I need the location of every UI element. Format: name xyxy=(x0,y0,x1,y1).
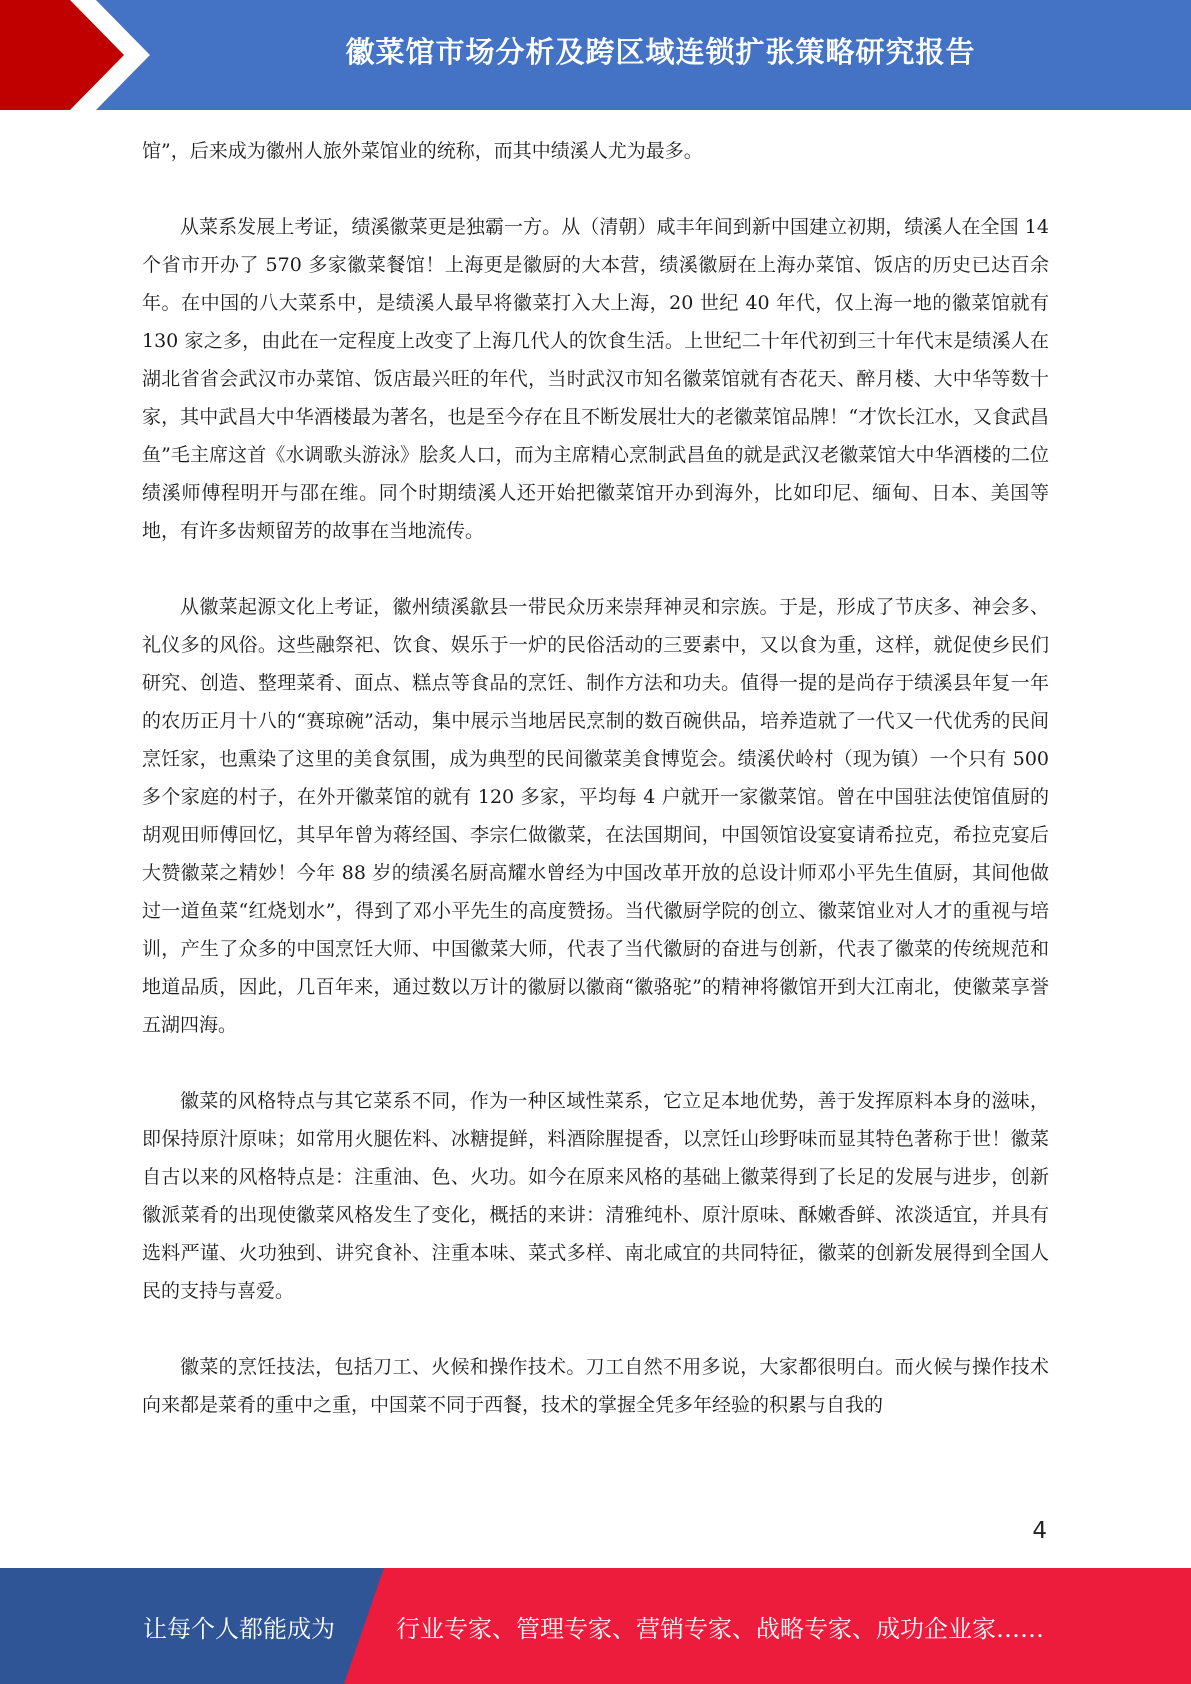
page-number: 4 xyxy=(1032,1518,1047,1544)
paragraph: 徽菜的风格特点与其它菜系不同，作为一种区域性菜系，它立足本地优势，善于发挥原料本身的滋味，即保持原汁原味；如常用火腿佐料、冰糖提鲜，料酒除腥提香，以烹饪山珍野味而显其特色著称于世！徽菜自古以来的风格特点是：注重油、色、火功。如今在原来风格的基础上徽菜得到了长足的发展与进步，创新徽派菜肴的出现使徽菜风格发生了变化，概括的来讲：清雅纯朴、原汁原味、酥嫩香鲜、浓淡适宜，并具有选料严谨、火功独到、讲究食补、注重本味、菜式多样、南北咸宜的共同特征，徽菜的创新发展得到全国人民的支持与喜爱。 xyxy=(142,1090,1049,1302)
page-header xyxy=(0,0,1191,110)
footer-slogan-left: 让每个人都能成为 xyxy=(143,1614,335,1643)
page-footer xyxy=(0,1568,1191,1684)
paragraph: 从菜系发展上考证，绩溪徽菜更是独霸一方。从（清朝）咸丰年间到新中国建立初期，绩溪人在全国 14 个省市开办了 570 多家徽菜餐馆！上海更是徽厨的大本营，绩溪徽厨在上海办菜馆、饭店的历史已达百余年。在中国的八大菜系中，是绩溪人最早将徽菜打入大上海，20 世纪 40 年代，仅上海一地的徽菜馆就有 130 家之多，由此在一定程度上改变了上海几代人的饮食生活。上世纪二十年代初到三十年代末是绩溪人在湖北省省会武汉市办菜馆、饭店最兴旺的年代，当时武汉市知名徽菜馆就有杏花天、醉月楼、大中华等数十家，其中武昌大中华酒楼最为著名，也是至今存在且不断发展壮大的老徽菜馆品牌！“才饮长江水，又食武昌鱼”毛主席这首《水调歌头游泳》脍炙人口，而为主席精心烹制武昌鱼的就是武汉老徽菜馆大中华酒楼的二位绩溪师傅程明开与邵在维。同个时期绩溪人还开始把徽菜馆开办到海外，比如印尼、缅甸、日本、美国等地，有许多齿颊留芳的故事在当地流传。 xyxy=(142,216,1049,542)
header-arrow-decoration xyxy=(0,0,160,110)
document-body xyxy=(142,132,1049,1424)
paragraph: 馆”，后来成为徽州人旅外菜馆业的统称，而其中绩溪人尤为最多。 xyxy=(142,140,703,162)
report-title: 徽菜馆市场分析及跨区域连锁扩张策略研究报告 xyxy=(345,34,976,69)
paragraph: 从徽菜起源文化上考证，徽州绩溪歙县一带民众历来崇拜神灵和宗族。于是，形成了节庆多、神会多、礼仪多的风俗。这些融祭祀、饮食、娱乐于一炉的民俗活动的三要素中，又以食为重，这样，就促使乡民们研究、创造、整理菜肴、面点、糕点等食品的烹饪、制作方法和功夫。值得一提的是尚存于绩溪县年复一年的农历正月十八的“赛琼碗”活动，集中展示当地居民烹制的数百碗供品，培养造就了一代又一代优秀的民间烹饪家，也熏染了这里的美食氛围，成为典型的民间徽菜美食博览会。绩溪伏岭村（现为镇）一个只有 500 多个家庭的村子，在外开徽菜馆的就有 120 多家，平均每 4 户就开一家徽菜馆。曾在中国驻法使馆值厨的胡观田师傅回忆，其早年曾为蒋经国、李宗仁做徽菜，在法国期间，中国领馆设宴宴请希拉克，希拉克宴后大赞徽菜之精妙！今年 88 岁的绩溪名厨高耀水曾经为中国改革开放的总设计师邓小平先生值厨，其间他做过一道鱼菜“红烧划水”，得到了邓小平先生的高度赞扬。当代徽厨学院的创立、徽菜馆业对人才的重视与培训，产生了众多的中国烹饪大师、中国徽菜大师，代表了当代徽厨的奋进与创新，代表了徽菜的传统规范和地道品质，因此，几百年来，通过数以万计的徽厨以徽商“徽骆驼”的精神将徽馆开到大江南北，使徽菜享誉五湖四海。 xyxy=(142,596,1049,1036)
paragraph: 徽菜的烹饪技法，包括刀工、火候和操作技术。刀工自然不用多说，大家都很明白。而火候与操作技术向来都是菜肴的重中之重，中国菜不同于西餐，技术的掌握全凭多年经验的积累与自我的 xyxy=(142,1356,1049,1416)
footer-slogan-right: 行业专家、管理专家、营销专家、战略专家、成功企业家…… xyxy=(396,1614,1044,1643)
